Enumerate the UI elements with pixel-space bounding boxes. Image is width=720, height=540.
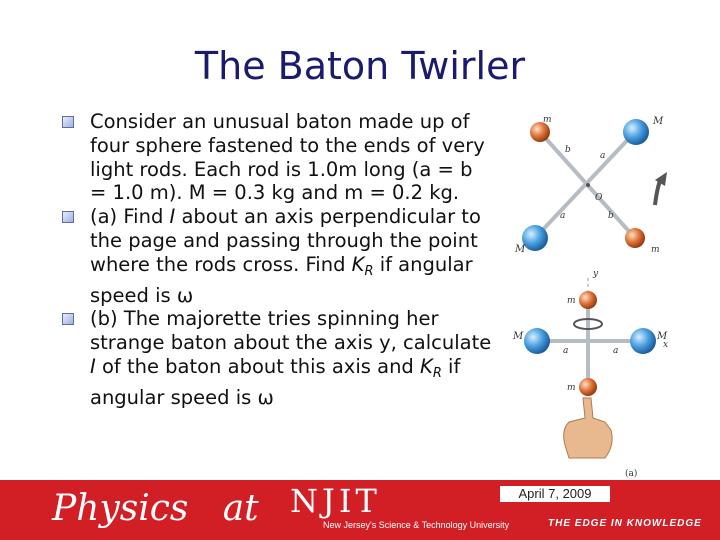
label-m-lower: m — [651, 245, 660, 255]
pivot-point — [586, 183, 590, 187]
baton-figure — [505, 100, 720, 480]
sphere-M-top-right — [623, 119, 649, 145]
energy-subscript: R — [432, 365, 442, 381]
energy-symbol: K — [420, 354, 433, 378]
bullet-text: if angular speed is — [90, 354, 461, 409]
hand-icon — [564, 398, 612, 458]
sphere-m-bottom — [579, 378, 597, 396]
bullet-text: (b) The majorette tries spinning her strange baton about the axis y, calculate — [90, 307, 492, 355]
label-b: b — [565, 145, 571, 155]
footer-banner — [0, 480, 720, 540]
label-M-left: M — [513, 331, 524, 342]
label-b-lower: b — [608, 211, 614, 221]
label-M: M — [653, 116, 664, 127]
inertia-symbol: I — [90, 354, 96, 378]
label-O: O — [595, 193, 603, 203]
label-m-top: m — [567, 296, 576, 306]
label-m-bottom: m — [567, 383, 576, 393]
energy-subscript: R — [364, 263, 374, 279]
omega-symbol: ω — [257, 385, 274, 409]
sphere-M-bottom-left — [522, 225, 548, 251]
label-a: a — [600, 151, 606, 161]
bullet-text: if angular speed is — [90, 252, 473, 307]
inertia-symbol: I — [169, 205, 176, 229]
sphere-m-top-left — [530, 122, 550, 142]
bullet-text: (a) Find — [90, 205, 170, 229]
bullet-item — [62, 205, 492, 307]
omega-symbol: ω — [176, 283, 194, 307]
energy-symbol: K — [351, 252, 365, 276]
slide-title: The Baton Twirler — [194, 44, 526, 88]
sphere-M-left — [524, 328, 550, 354]
label-x: x — [663, 340, 669, 350]
bullet-item — [62, 110, 492, 205]
label-y: y — [593, 269, 599, 279]
label-M-right: M — [657, 331, 668, 342]
bullet-text: about an axis perpendicular to the page and passing through the point where the rods cross. Find — [90, 205, 481, 276]
sphere-M-right — [630, 328, 656, 354]
bullet-text: Consider an unusual baton made up of four sphere fastened to the ends of very light rods. Each rod is 1.0m long (a = b = 1.0 m). M = 0.3 kg and m = 0.2 kg. — [90, 110, 485, 205]
label-m: m — [543, 115, 552, 125]
caption-a: (a) — [625, 469, 638, 479]
label-a-right: a — [613, 346, 619, 356]
footer-brand: Physics at — [52, 488, 259, 529]
label-a-lower: a — [560, 211, 566, 221]
slide-date: April 7, 2009 — [500, 486, 610, 502]
footer-tagline: New Jersey's Science & Technology University — [323, 520, 510, 530]
label-M-lower: M — [515, 244, 526, 255]
sphere-m-top — [579, 291, 597, 309]
footer-edge: THE EDGE IN KNOWLEDGE — [548, 518, 702, 529]
njit-logo: NJIT — [290, 482, 381, 520]
bullet-list — [62, 110, 492, 410]
bullet-item — [62, 307, 492, 409]
bullet-text: of the baton about this axis and — [95, 354, 421, 378]
label-a-left: a — [563, 346, 569, 356]
sphere-m-bottom-right — [625, 228, 645, 248]
